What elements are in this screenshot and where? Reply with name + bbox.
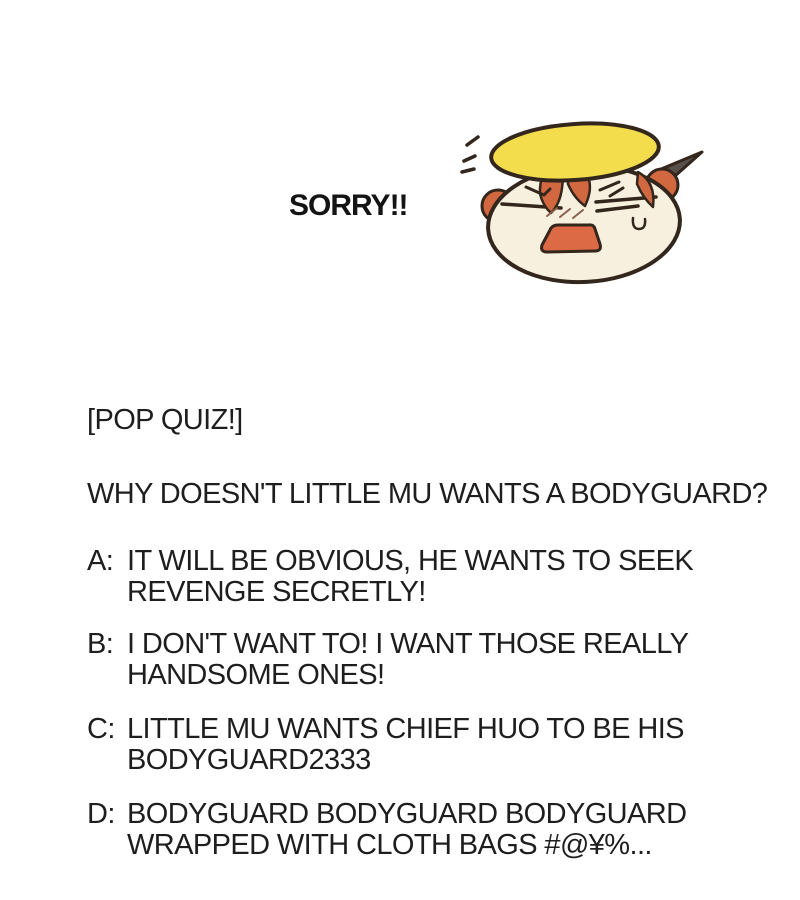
option-text xyxy=(127,799,686,861)
chibi-character-illustration xyxy=(440,110,740,290)
sorry-text: SORRY!! xyxy=(289,189,408,222)
option-line: HANDSOME ONES! xyxy=(127,659,385,691)
option-label: C: xyxy=(87,713,115,745)
option-line: BODYGUARD BODYGUARD BODYGUARD xyxy=(127,798,687,830)
quiz-header: [POP QUIZ!] xyxy=(87,404,243,436)
option-label: A: xyxy=(87,545,114,577)
quiz-option-c xyxy=(87,714,684,776)
option-label: B: xyxy=(87,628,114,660)
option-text xyxy=(127,629,688,691)
option-line: BODYGUARD2333 xyxy=(127,744,371,776)
quiz-option-d xyxy=(87,799,686,861)
option-line: IT WILL BE OBVIOUS, HE WANTS TO SEEK xyxy=(127,545,694,577)
quiz-option-a xyxy=(87,546,693,608)
character-outline-group xyxy=(462,118,702,287)
option-text xyxy=(127,714,684,776)
option-label: D: xyxy=(87,798,115,830)
option-line: REVENGE SECRETLY! xyxy=(127,576,426,608)
option-line: I DON'T WANT TO! I WANT THOSE REALLY xyxy=(127,628,689,660)
option-text xyxy=(127,546,693,608)
option-line: WRAPPED WITH CLOTH BAGS #@¥%... xyxy=(127,829,652,861)
character-mouth xyxy=(542,225,601,252)
quiz-option-b xyxy=(87,629,688,691)
option-line: LITTLE MU WANTS CHIEF HUO TO BE HIS xyxy=(127,713,684,745)
speed-lines-icon xyxy=(462,137,478,172)
quiz-question: WHY DOESN'T LITTLE MU WANTS A BODYGUARD? xyxy=(87,478,768,510)
